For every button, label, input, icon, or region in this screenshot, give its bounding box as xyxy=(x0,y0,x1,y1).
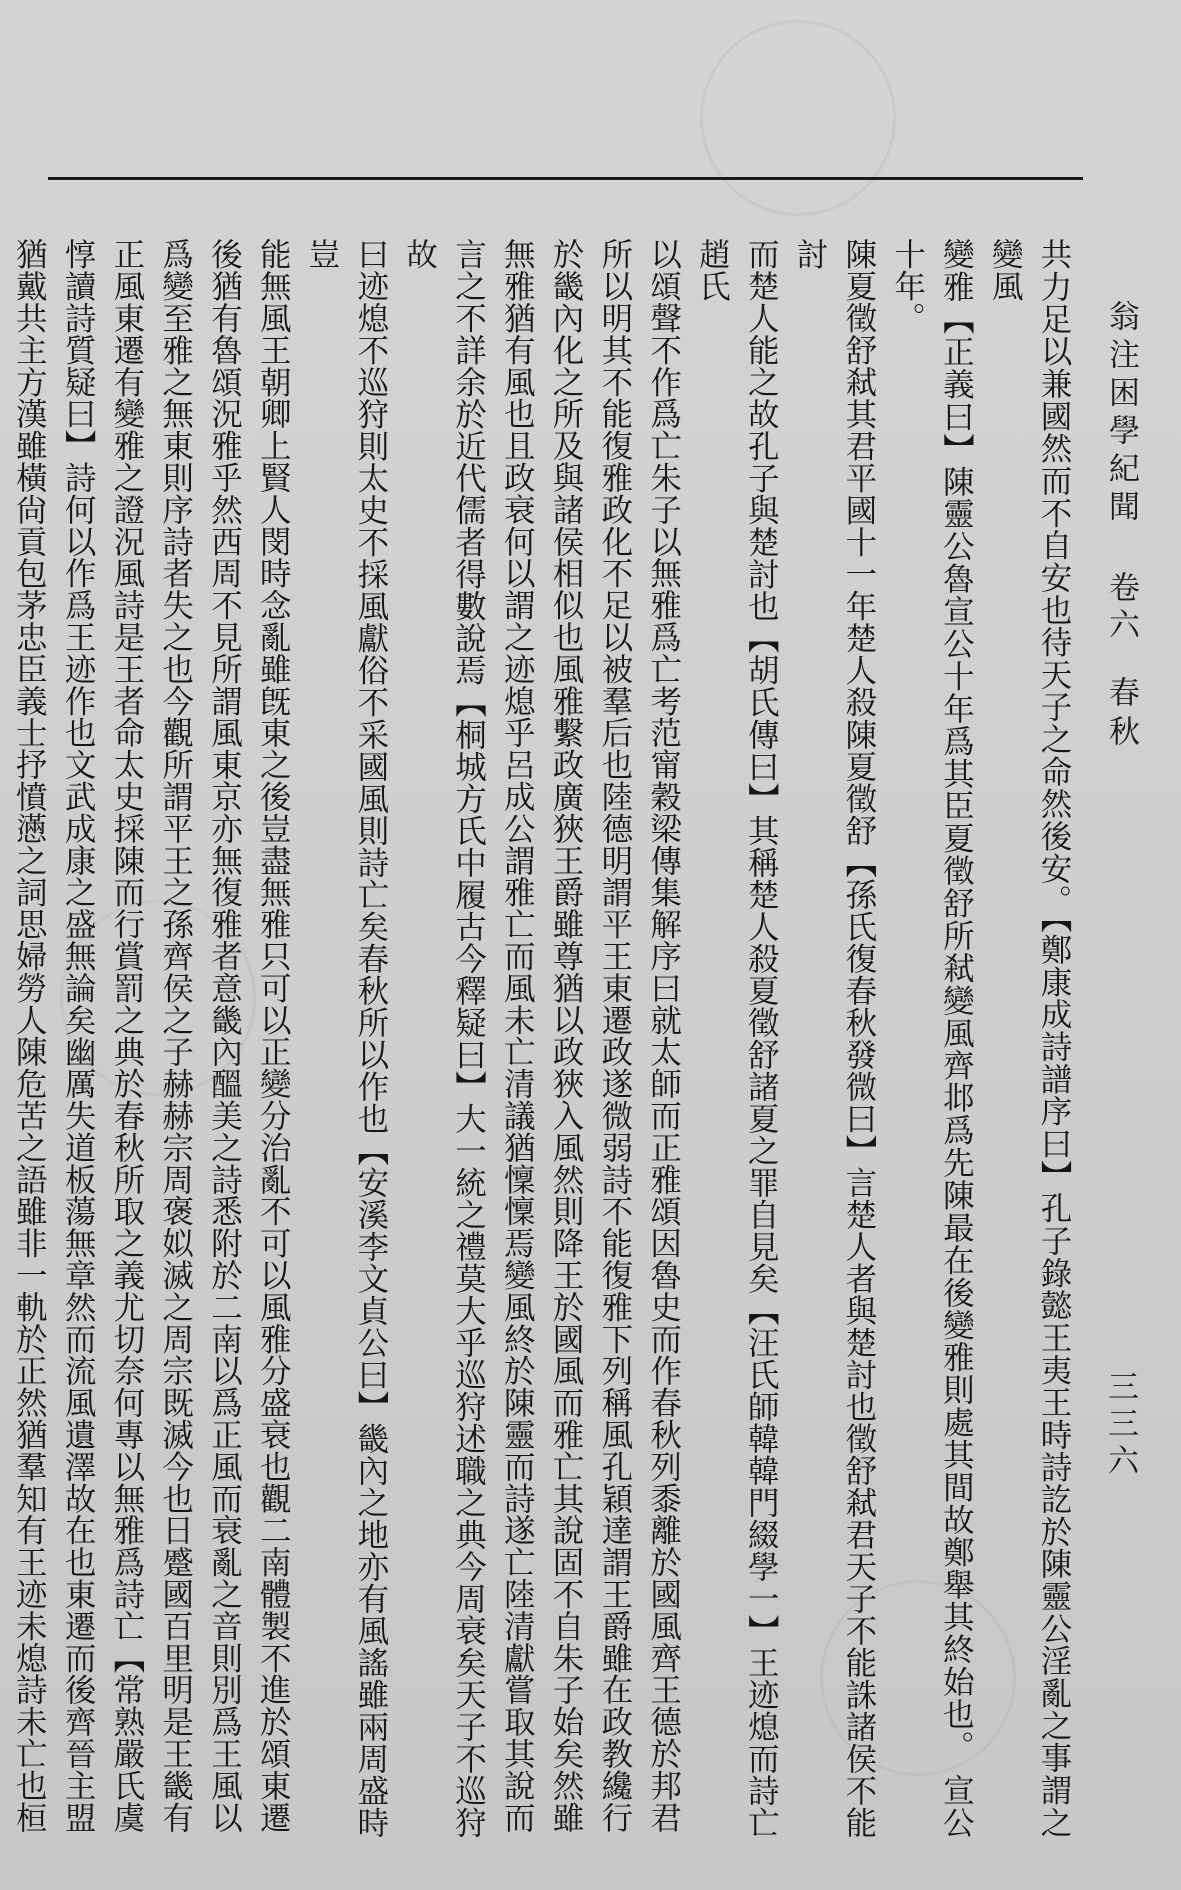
book-title: 翁注困學紀聞 xyxy=(1103,300,1139,528)
main-text-columns: 共力足以兼國然而不自安也待天子之命然後安。【鄭康成詩譜序曰】孔子錄懿王夷王時詩訖於陳靈公淫亂之事謂之變風 變雅【正義曰】陳靈公魯宣公十年爲其臣夏徵舒所弒變風齊邶爲先陳最在後變雅則處其間故鄭舉其終始也。 宣公十年。 陳夏徵舒弒其君平國十一年楚人殺陳夏徵舒【孫氏復春秋發微曰】言楚人者與楚討也徵舒弒君天子不能誅諸侯不能討 而楚人能之故孔子與楚討也【胡氏傳曰】其稱楚人殺夏徵舒諸夏之罪自見矣【汪氏師韓韓門綴學一】王迹熄而詩亡趙氏 以頌聲不作爲亡朱子以無雅爲亡考范甯穀梁傳集解序曰就太師而正雅頌因魯史而作春秋列黍離於國風齊王德於邦君 所以明其不能復雅政化不足以被羣后也陸德明謂平王東遷政遂微弱詩不能復雅下列稱風孔穎達謂王爵雖在政教纔行 於畿內化之所及與諸侯相似也風雅繫政廣狹王爵雖尊猶以政狹入風然則降王於國風而雅亡其說固不自朱子始矣然雖 無雅猶有風也且政衰何以謂之迹熄乎呂成公謂雅亡而風未亡清議猶懍懍焉變風終於陳靈而詩遂亡陸清獻嘗取其說而 言之不詳余於近代儒者得數說焉【桐城方氏中履古今釋疑曰】大一統之禮莫大乎巡狩述職之典今周衰矣天子不巡狩故 曰迹熄不巡狩則太史不採風獻俗不采國風則詩亡矣春秋所以作也【安溪李文貞公曰】畿內之地亦有風謠雖兩周盛時豈 能無風王朝卿上賢人閔時念亂雖旣東之後豈盡無雅只可以正變分治亂不可以風雅分盛衰也觀二南體製不進於頌東遷 後猶有魯頌況雅乎然西周不見所謂風東京亦無復雅者意畿內醞美之詩悉附於二南以爲正風而衰亂之音則別爲王風以 爲變至雅之無東則序詩者失之也今觀所謂平王之孫齊侯之子赫赫宗周褒姒滅之周宗既滅今也日蹙國百里明是王畿有 正風東遷有變雅之證況風詩是王者命太史採陳而行賞罰之典於春秋所取之義尤切奈何專以無雅爲詩亡【常熟嚴氏虞 惇讀詩質疑曰】詩何以作爲王迹作也文武成康之盛無論矣幽厲失道板蕩無章然而流風遺澤故在也東遷而後齊晉主盟 猶戴共主方漢雖橫尙貢包茅忠臣義士抒憤懣之詞思婦勞人陳危苦之語雖非一軌於正然猶羣知有王迹未熄詩未亡也桓 xyxy=(11,238,1072,1838)
page-number: 三三六 xyxy=(1102,1370,1138,1481)
library-stamp-watermark xyxy=(700,20,896,216)
running-head xyxy=(1098,300,1144,800)
section-label: 春秋 xyxy=(1103,676,1139,755)
top-rule-line xyxy=(48,177,1083,180)
volume-label: 卷六 xyxy=(1103,571,1139,646)
